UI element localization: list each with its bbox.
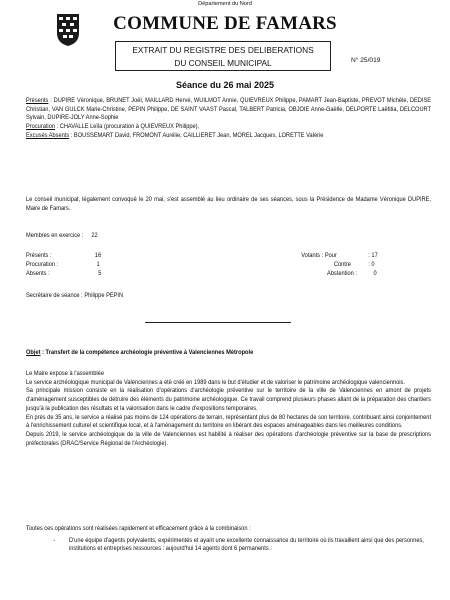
- deliberation-number: N° 25/019: [351, 57, 381, 64]
- votes-for-value: : 17: [368, 252, 378, 259]
- proxy-count-label: Procuration :: [26, 261, 59, 268]
- proxy-text: : CHAVALLE Leïla (procuration à QUIEVREUX Philippe),: [55, 123, 200, 131]
- excused-label: Excusés Absents: [26, 131, 70, 139]
- proxy-label: Procuration: [26, 123, 56, 131]
- present-text: : DUPIRE Véronique, BRUNET Joël, MAILLARD Hervé, WUILMOT Annie, QUIEVREUX Philippe, PAMART Jean-Baptiste, PREVOT Michèle, DEDISE Christian, VAN GULCK Marie-Christine, PEPIN Philippe, DE SAINT VAAST Pascal, TALBERT Patricia, OBJOIE Anne-Gaëlle, DELPORTE Laëtitia, DELCOURT Sylvain, DUPIRE-JOLY Anne-Sophie: [26, 97, 432, 122]
- secretary-section: [26, 292, 432, 301]
- extract-register-box: [115, 41, 331, 71]
- operations-section: [26, 525, 432, 554]
- members-value: 22: [91, 232, 98, 239]
- proxy-members: [26, 123, 431, 132]
- body-paragraph: Depuis 2019, le service archéologique de la ville de Valenciennes est habilité à réaliser des opérations d'archéologie préventive sur la base de prescriptions préfectorales (DRAC/Service Régional de l'Archéologie).: [26, 430, 432, 447]
- members-count: [26, 232, 432, 241]
- object-heading: [26, 349, 431, 358]
- mayor-intro: Le Maire expose à l'assemblée: [26, 370, 105, 377]
- present-members: [26, 97, 431, 123]
- absent-count-value: 5: [98, 270, 102, 277]
- list-item: [26, 537, 431, 554]
- abstention-label: Abstention :: [327, 270, 357, 277]
- against-value: : 0: [368, 261, 375, 268]
- body-paragraph: Sa principale mission consiste en la réalisation d'opérations d'archéologie préventive sur le territoire de la ville de Valenciennes en amont de projets d'aménagement susceptibles de détruire des éléments du patrimoine archéologique. Ce travail comprend plusieurs phases allant de la préparation des chantiers jusqu'à la publication des résultats et la valorisation dans le cadre d'expositions temporaires.: [26, 387, 432, 412]
- body-paragraph: En près de 35 ans, le service a réalisé pas moins de 124 opérations de terrain, représentant plus de 80 hectares de son territoire, contribuant ainsi conjointement à l'enrichissement culturel et scientifique local, et à l'aménagement du territoire en libérant des espaces aménageables dans les meilleures conditions.: [26, 413, 432, 430]
- votes-for-label: Votants : Pour: [301, 252, 337, 259]
- bullet-dash: -: [53, 536, 56, 544]
- body-paragraph: Le service archéologique municipal de Valenciennes a été créé en 1989 dans le but d'étudier et de valoriser le patrimoine archéologique valenciennois.: [26, 378, 405, 386]
- against-label: Contre: [333, 261, 351, 268]
- session-title: Séance du 26 mai 2025: [175, 80, 275, 90]
- vote-counts: [26, 252, 432, 279]
- separator-line: [145, 322, 291, 323]
- excused-members: [26, 132, 431, 141]
- bullet-text: D'une équipe d'agents polyvalents, expérimentés et ayant une excellente connaissance du territoire où ils travaillent ainsi que des personnes, institutions et entreprises ressources : aujourd'hui 14 agents dont 6 permanents :: [69, 536, 424, 553]
- convocation-text: Le conseil municipal, légalement convoqué le 20 mai, s'est assemblé au lieu ordinaire de ses séances, sous la Présidence de Madame Véronique DUPIRE, Maire de Famars.: [26, 196, 432, 212]
- department-label: Département du Nord: [198, 1, 252, 7]
- extract-title-line1: EXTRAIT DU REGISTRE DES DELIBERATIONS: [132, 45, 314, 55]
- excused-text: : BOUSSEMART David, FROMONT Aurélie, CAILLIERET Jean, MOREL Jacques, LORETTE Valérie: [69, 131, 324, 139]
- exposition-section: [26, 370, 432, 448]
- object-title: : Transfert de la compétence archéologie préventive à Valenciennes Métropole: [40, 349, 254, 356]
- absent-count-label: Absents :: [26, 270, 50, 277]
- operations-intro: Toutes ces opérations sont réalisées rapidement et efficacement grâce à la combinaison :: [26, 525, 251, 532]
- convocation-section: [26, 196, 432, 213]
- attendance-section: [26, 97, 432, 141]
- members-label: Membres en exercice :: [26, 232, 84, 239]
- commune-title: COMMUNE DE FAMARS: [113, 13, 337, 34]
- object-label: Objet: [26, 349, 41, 356]
- present-label: Présents: [26, 97, 49, 104]
- proxy-count-value: 1: [96, 261, 100, 268]
- present-count-label: Présents :: [26, 252, 52, 259]
- extract-title-line2: DU CONSEIL MUNICIPAL: [174, 58, 272, 68]
- abstention-value: 0: [373, 270, 377, 277]
- secretary-text: Secrétaire de séance : Philippe PEPIN: [26, 292, 124, 299]
- present-count-value: 16: [94, 252, 102, 259]
- object-section: [26, 349, 432, 358]
